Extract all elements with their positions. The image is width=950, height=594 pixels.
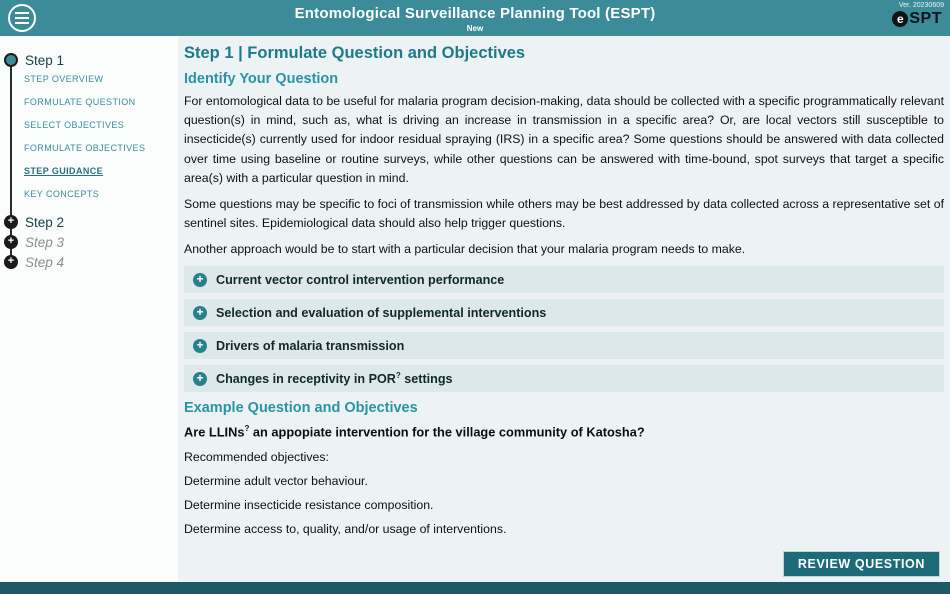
accordion-label xyxy=(216,371,453,386)
plus-circle-icon: + xyxy=(4,255,18,269)
identify-question-heading: Identify Your Question xyxy=(184,71,339,87)
example-question-sup: ? xyxy=(244,424,250,434)
accordion-vector-control-performance[interactable] xyxy=(184,266,944,293)
expand-plus-icon: + xyxy=(193,273,207,287)
page-title: Step 1 | Formulate Question and Objectives xyxy=(184,44,526,62)
app-subtitle: New xyxy=(466,24,484,33)
accordion-label-suffix: settings xyxy=(400,372,453,387)
example-question-heading: Example Question and Objectives xyxy=(184,400,418,417)
sidebar-item-step-guidance[interactable]: STEP GUIDANCE xyxy=(24,166,104,176)
sidebar-item-select-objectives[interactable]: SELECT OBJECTIVES xyxy=(24,120,125,130)
app-title: Entomological Surveillance Planning Tool (ESPT) xyxy=(294,5,656,22)
sidebar-item-step1[interactable] xyxy=(0,50,178,70)
accordion-label xyxy=(216,338,404,353)
espt-logo xyxy=(892,10,942,28)
accordion-label-text: Changes in receptivity in POR xyxy=(216,372,396,387)
logo-e-icon: e xyxy=(892,11,908,27)
sidebar-item-formulate-objectives[interactable]: FORMULATE OBJECTIVES xyxy=(24,143,146,153)
recommended-objectives-label: Recommended objectives: xyxy=(184,449,329,464)
objective-item: Determine insecticide resistance composition. xyxy=(184,497,434,512)
accordion-label-text: Drivers of malaria transmission xyxy=(216,339,405,354)
sidebar-item-step2[interactable] xyxy=(0,212,178,232)
example-question-text-post: an appopiate intervention for the village community of Katosha? xyxy=(249,424,645,440)
step4-label: Step 4 xyxy=(25,254,65,270)
intro-paragraph-2: Some questions may be specific to foci of transmission while others may be best addressed by data collected across a representative set of sentinel sites. Epidemiological data should also help trigger questions. xyxy=(184,196,944,231)
accordion-sup: ? xyxy=(395,371,401,381)
sidebar-item-formulate-question[interactable]: FORMULATE QUESTION xyxy=(24,97,136,107)
expand-plus-icon: + xyxy=(193,339,207,353)
example-question-text: Are LLINs xyxy=(184,424,245,440)
header-title-wrap xyxy=(0,5,950,33)
accordion-label-text: Selection and evaluation of supplemental interventions xyxy=(216,306,547,321)
app-header xyxy=(0,0,950,36)
accordion-drivers-of-transmission[interactable] xyxy=(184,332,944,359)
example-question xyxy=(184,424,946,439)
accordion-label xyxy=(216,272,504,287)
accordion-label xyxy=(216,305,546,320)
main-content xyxy=(178,36,950,582)
sidebar-item-step3[interactable] xyxy=(0,232,178,252)
sidebar-item-step4[interactable] xyxy=(0,252,178,272)
expand-plus-icon: + xyxy=(193,372,207,386)
accordion-changes-in-receptivity[interactable] xyxy=(184,365,944,392)
step1-sub-list xyxy=(24,74,178,199)
objective-item: Determine adult vector behaviour. xyxy=(184,473,368,488)
sidebar-nav xyxy=(0,36,178,582)
version-label: Ver. 20230609 xyxy=(898,2,944,9)
expand-plus-icon: + xyxy=(193,306,207,320)
plus-circle-icon: + xyxy=(4,215,18,229)
step2-label: Step 2 xyxy=(25,214,65,230)
intro-paragraph-1: For entomological data to be useful for malaria program decision-making, data should be collected with a specific programmatically relevant question(s) in mind, such as, what is driving an increase in transmission in a specific area? Or, are local vectors still susceptible to insecticide(s) currently used for indoor residual spraying (IRS) in a specific area? Some questions should be answered with data collected over time using baseline or routine surveys, while other questions can be answered with time-bound, spot surveys that target a specific area(s) with a particular question in mind. xyxy=(184,94,944,185)
objective-item: Determine access to, quality, and/or usage of interventions. xyxy=(184,521,507,536)
review-question-button[interactable]: REVIEW QUESTION xyxy=(783,551,940,577)
sidebar-item-step-overview[interactable]: STEP OVERVIEW xyxy=(24,74,104,84)
step1-label: Step 1 xyxy=(25,52,65,68)
intro-paragraph-3: Another approach would be to start with a particular decision that your malaria program needs to make. xyxy=(184,242,746,257)
accordion-label-text: Current vector control intervention performance xyxy=(216,273,505,288)
logo-spt-text: SPT xyxy=(909,10,942,27)
footer-bar xyxy=(0,582,950,594)
step1-ring-icon xyxy=(4,53,18,67)
step3-label: Step 3 xyxy=(25,234,65,250)
accordion-supplemental-interventions[interactable] xyxy=(184,299,944,326)
sidebar-item-key-concepts[interactable]: KEY CONCEPTS xyxy=(24,189,100,199)
plus-circle-icon: + xyxy=(4,235,18,249)
